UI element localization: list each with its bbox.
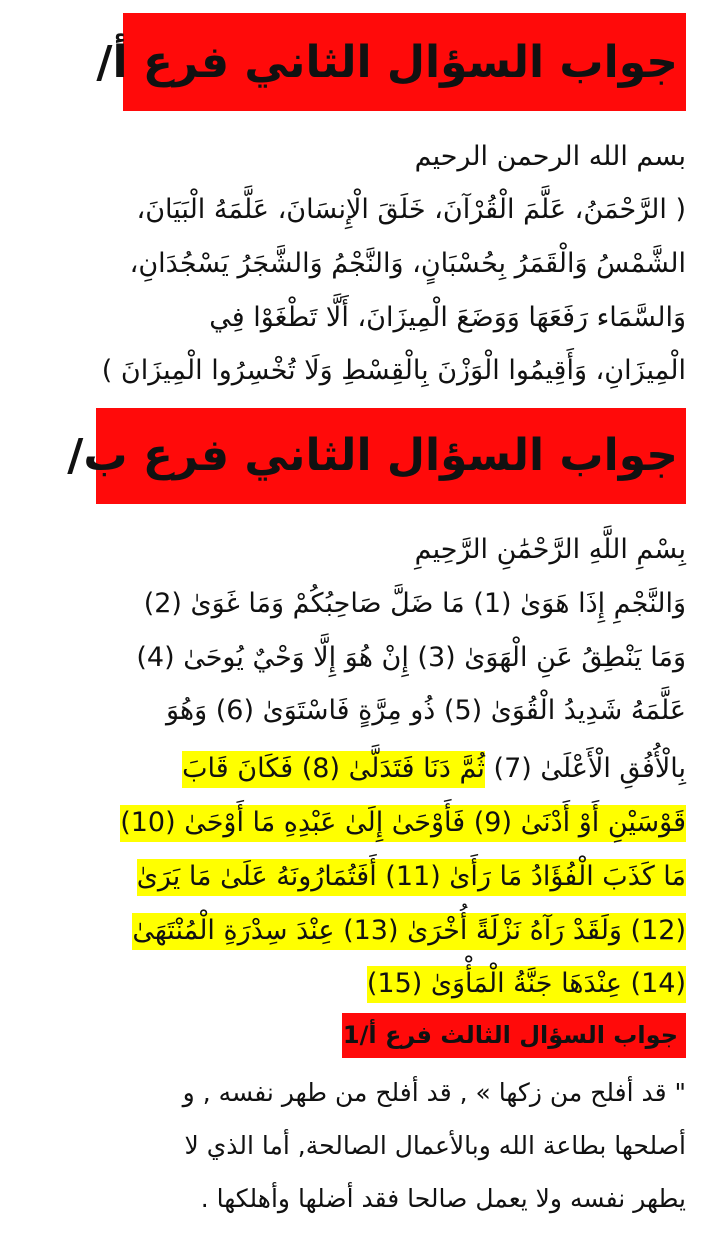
highlighted-verse-text: مَا كَذَبَ الْفُؤَادُ مَا رَأَىٰ (11) أَفَتُمَارُونَهُ عَلَىٰ مَا يَرَىٰ	[137, 859, 686, 896]
highlighted-verse-text: (14) عِنْدَهَا جَنَّةُ الْمَأْوَىٰ (15)	[367, 966, 686, 1003]
answer-line: أصلحها بطاعة الله وبالأعمال الصالحة, أما الذي لا	[184, 1131, 686, 1160]
heading-question2-branch-a: جواب السؤال الثاني فرع أ/	[123, 13, 686, 111]
verse-line: وَمَا يَنْطِقُ عَنِ الْهَوَىٰ (3) إِنْ هُوَ إِلَّا وَحْيٌ يُوحَىٰ (4)	[136, 642, 686, 673]
heading-question3-branch-a1: جواب السؤال الثالث فرع أ/1	[342, 1013, 686, 1058]
verse-text: بِالْأُفُقِ الْأَعْلَىٰ (7)	[493, 753, 686, 784]
highlighted-verse-text: ثُمَّ دَنَا فَتَدَلَّىٰ (8) فَكَانَ قَابَ	[182, 751, 485, 788]
verse-line: عَلَّمَهُ شَدِيدُ الْقُوَىٰ (5) ذُو مِرَّةٍ فَاسْتَوَىٰ (6) وَهُوَ	[165, 695, 686, 726]
basmala-2: بِسْمِ اللَّهِ الرَّحْمَٰنِ الرَّحِيمِ	[414, 534, 686, 565]
highlighted-verse-text: قَوْسَيْنِ أَوْ أَدْنَىٰ (9) فَأَوْحَىٰ إِلَىٰ عَبْدِهِ مَا أَوْحَىٰ (10)	[120, 805, 686, 842]
verse-line: الشَّمْسُ وَالْقَمَرُ بِحُسْبَانٍ، وَالنَّجْمُ وَالشَّجَرُ يَسْجُدَانِ،	[129, 248, 686, 279]
verse-line: وَالسَّمَاء رَفَعَهَا وَوَضَعَ الْمِيزَانَ، أَلَّا تَطْغَوْا فِي	[209, 302, 686, 333]
verse-line: وَالنَّجْمِ إِذَا هَوَىٰ (1) مَا ضَلَّ صَاحِبُكُمْ وَمَا غَوَىٰ (2)	[143, 588, 686, 619]
highlighted-verse-line	[120, 805, 686, 843]
highlighted-verse-line	[367, 966, 686, 1004]
verse-line: ( الرَّحْمَنُ، عَلَّمَ الْقُرْآنَ، خَلَقَ الْإِنسَانَ، عَلَّمَهُ الْبَيَانَ،	[136, 194, 686, 225]
answer-line: " قد أفلح من زكها » , قد أفلح من طهر نفسه , و	[182, 1078, 686, 1107]
answer-line: يطهر نفسه ولا يعمل صالحا فقد أضلها وأهلكها .	[200, 1184, 686, 1213]
heading-question2-branch-b: جواب السؤال الثاني فرع ب/	[96, 408, 686, 504]
highlighted-verse-text: (12) وَلَقَدْ رَآهُ نَزْلَةً أُخْرَىٰ (13) عِنْدَ سِدْرَةِ الْمُنْتَهَىٰ	[132, 913, 686, 950]
highlighted-verse-line	[137, 859, 686, 897]
basmala-1: بسم الله الرحمن الرحيم	[414, 141, 686, 172]
highlighted-verse-line	[132, 913, 686, 951]
verse-line: الْمِيزَانِ، وَأَقِيمُوا الْوَزْنَ بِالْقِسْطِ وَلَا تُخْسِرُوا الْمِيزَانَ )	[101, 355, 686, 386]
verse-line-partial-highlight	[182, 751, 686, 789]
